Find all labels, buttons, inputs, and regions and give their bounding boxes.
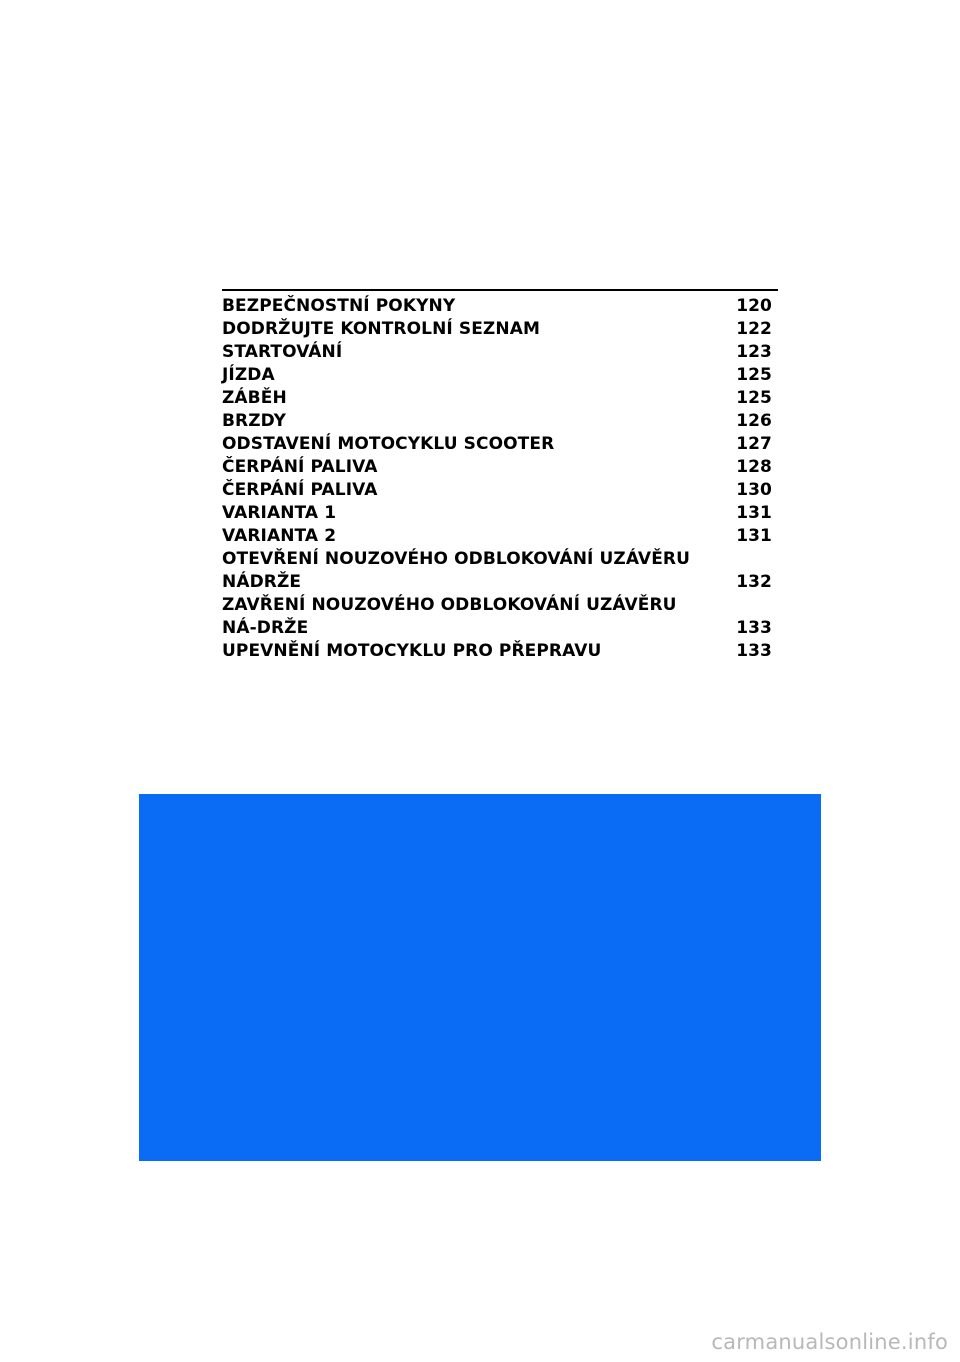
- toc-entry-title: VARIANTA 1: [222, 503, 337, 523]
- toc-entry-title: STARTOVÁNÍ: [222, 342, 343, 362]
- toc-entry-page: 120: [736, 296, 772, 316]
- toc-entry[interactable]: [222, 341, 778, 364]
- toc-entry-title: ČERPÁNÍ PALIVA: [222, 457, 378, 477]
- toc-entry-page: 125: [736, 365, 772, 385]
- toc-entry[interactable]: [222, 318, 778, 341]
- toc-entry-title: ZÁBĚH: [222, 388, 287, 408]
- toc-entry-page: 128: [736, 457, 772, 477]
- toc-entry[interactable]: [222, 410, 778, 433]
- toc-top-rule: [222, 289, 778, 291]
- toc-entry-page: 131: [736, 526, 772, 546]
- toc-entry[interactable]: [222, 295, 778, 318]
- toc-entry-title: VARIANTA 2: [222, 526, 337, 546]
- toc-entry-title: ČERPÁNÍ PALIVA: [222, 480, 378, 500]
- toc-entry-page: 130: [736, 480, 772, 500]
- toc-entry[interactable]: [222, 387, 778, 410]
- toc-entry[interactable]: [222, 594, 778, 640]
- toc-entry[interactable]: [222, 364, 778, 387]
- toc-entry-page: 122: [736, 319, 772, 339]
- toc-entry-title: ZAVŘENÍ NOUZOVÉHO ODBLOKOVÁNÍ UZÁVĚRU NÁ-DRŽE: [222, 595, 677, 638]
- toc-entry-page: 133: [736, 641, 772, 661]
- watermark[interactable]: carmanualsonline.info: [711, 1330, 948, 1354]
- blue-color-panel: [139, 794, 821, 1161]
- toc-entry-page: 127: [736, 434, 772, 454]
- toc-entry-page: 133: [736, 618, 772, 638]
- toc-entry-title: BRZDY: [222, 411, 287, 431]
- toc-entry-page: 132: [736, 572, 772, 592]
- toc-entry-title: OTEVŘENÍ NOUZOVÉHO ODBLOKOVÁNÍ UZÁVĚRU NÁDRŽE: [222, 549, 690, 592]
- toc-entry[interactable]: [222, 525, 778, 548]
- toc-entry[interactable]: [222, 479, 778, 502]
- toc-entry[interactable]: [222, 502, 778, 525]
- toc-entry-page: 131: [736, 503, 772, 523]
- toc-entry-title: ODSTAVENÍ MOTOCYKLU SCOOTER: [222, 434, 555, 454]
- toc-entry-page: 125: [736, 388, 772, 408]
- toc-entry[interactable]: [222, 433, 778, 456]
- toc-entry-page: 123: [736, 342, 772, 362]
- table-of-contents: [222, 289, 778, 663]
- toc-entry-page: 126: [736, 411, 772, 431]
- toc-entry[interactable]: [222, 548, 778, 594]
- toc-entry-title: JÍZDA: [222, 365, 275, 385]
- toc-entry-title: UPEVNĚNÍ MOTOCYKLU PRO PŘEPRAVU: [222, 641, 602, 661]
- toc-entry-title: BEZPEČNOSTNÍ POKYNY: [222, 296, 456, 316]
- toc-entry[interactable]: [222, 640, 778, 663]
- toc-entry[interactable]: [222, 456, 778, 479]
- toc-entry-title: DODRŽUJTE KONTROLNÍ SEZNAM: [222, 319, 540, 339]
